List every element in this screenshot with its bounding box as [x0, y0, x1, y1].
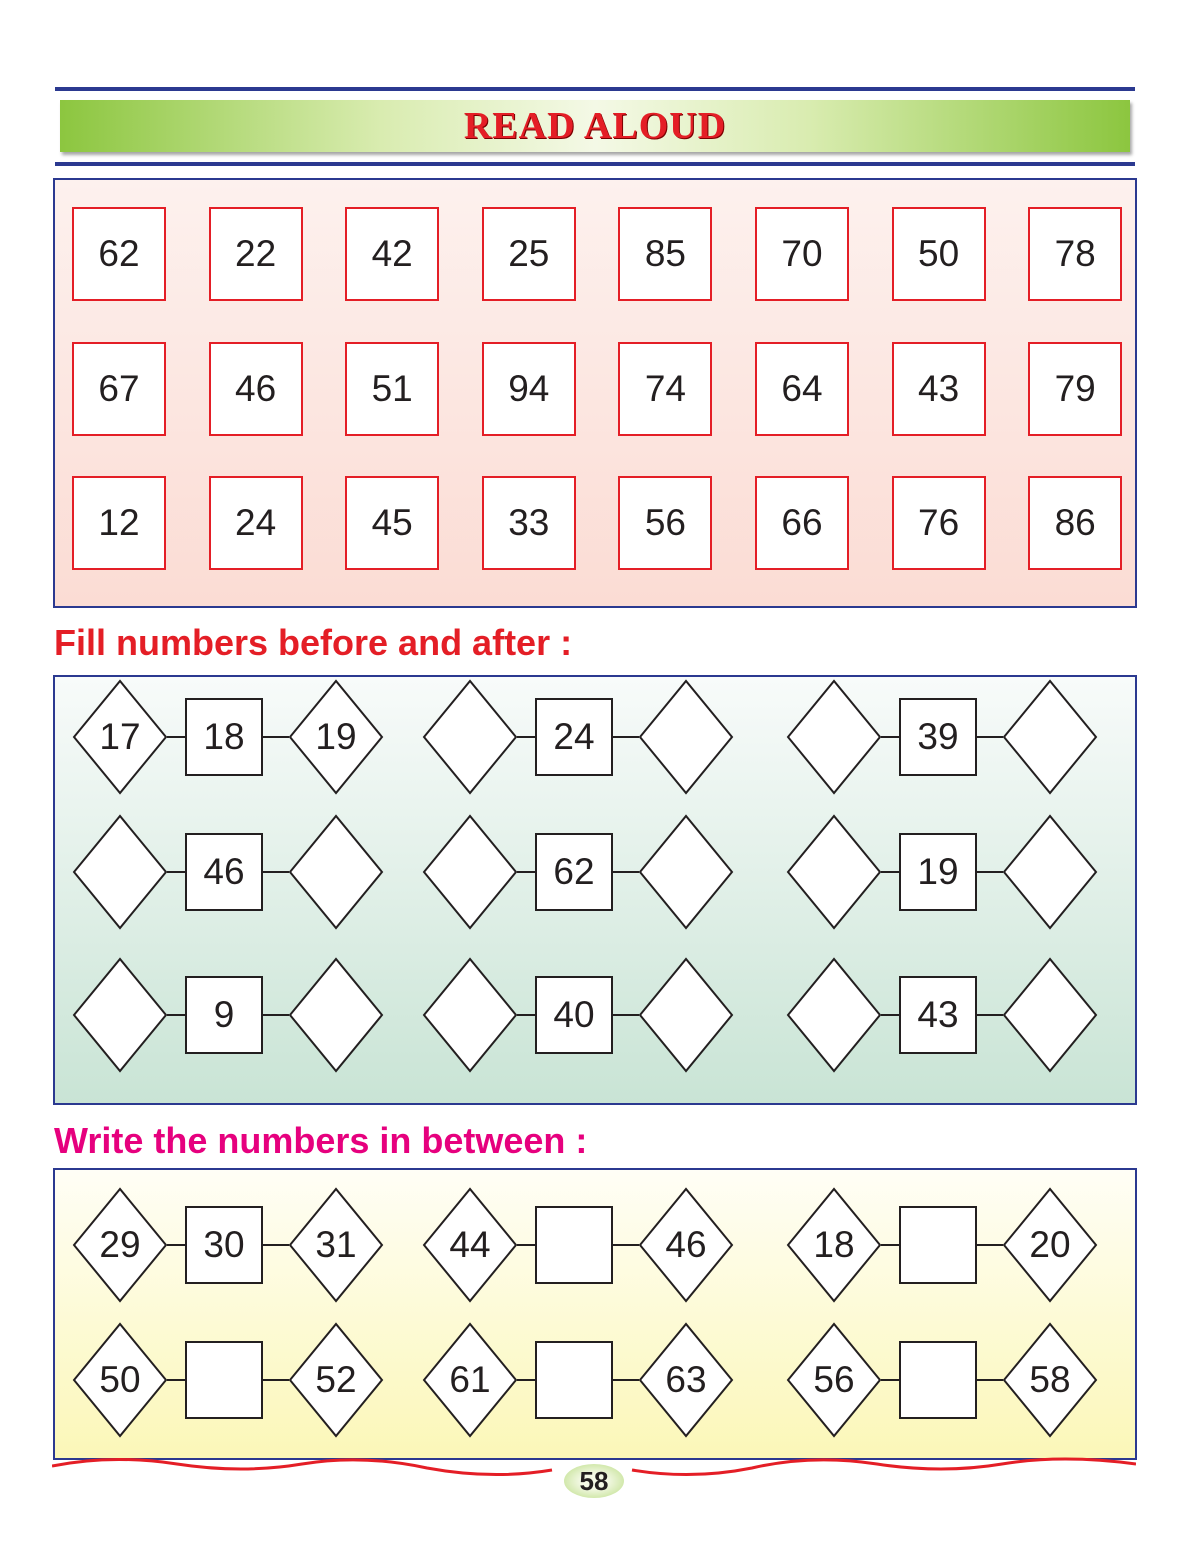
center-number: [186, 1322, 262, 1438]
number-sequence-puzzle: [73, 957, 383, 1073]
after-number: [640, 957, 732, 1073]
before-number: 29: [99, 1224, 141, 1265]
center-number: 39: [917, 716, 959, 757]
number-sequence-puzzle: [73, 679, 383, 795]
read-aloud-number: 43: [892, 342, 986, 436]
numbers-in-between-panel: [53, 1168, 1137, 1460]
bottom-rule: [55, 162, 1135, 166]
after-number: [640, 679, 732, 795]
number-sequence-puzzle: [423, 1322, 733, 1438]
after-number: [1004, 814, 1096, 930]
number-sequence-puzzle: [423, 957, 733, 1073]
fill-before-after-panel: [53, 675, 1137, 1105]
after-number: 63: [665, 1359, 707, 1400]
center-number: 62: [553, 851, 595, 892]
read-aloud-number: 94: [482, 342, 576, 436]
read-aloud-number: 74: [618, 342, 712, 436]
after-number: [1004, 679, 1096, 795]
after-number: [290, 957, 382, 1073]
after-number: 58: [1029, 1359, 1071, 1400]
read-aloud-number: 76: [892, 476, 986, 570]
after-number: 31: [315, 1224, 357, 1265]
read-aloud-panel: [53, 178, 1137, 608]
before-number: 56: [813, 1359, 855, 1400]
read-aloud-number: 12: [72, 476, 166, 570]
number-sequence-puzzle: [423, 814, 733, 930]
center-number: [536, 1322, 612, 1438]
number-sequence-puzzle: [423, 679, 733, 795]
after-number: [290, 814, 382, 930]
center-number: [900, 1322, 976, 1438]
before-number: [424, 814, 516, 930]
after-number: 52: [315, 1359, 357, 1400]
banner-title: READ ALOUD: [463, 105, 727, 147]
read-aloud-number: 70: [755, 207, 849, 301]
read-aloud-number: 79: [1028, 342, 1122, 436]
number-sequence-puzzle: [787, 957, 1097, 1073]
after-number: [1004, 957, 1096, 1073]
before-number: [788, 957, 880, 1073]
center-number: 30: [203, 1224, 245, 1265]
center-number: [536, 1187, 612, 1303]
before-number: 61: [449, 1359, 491, 1400]
center-number: [900, 1187, 976, 1303]
read-aloud-number: 45: [345, 476, 439, 570]
read-aloud-number: 67: [72, 342, 166, 436]
fill-before-after-heading: Fill numbers before and after :: [54, 622, 573, 663]
read-aloud-number: 56: [618, 476, 712, 570]
read-aloud-number: 78: [1028, 207, 1122, 301]
number-sequence-puzzle: [73, 814, 383, 930]
read-aloud-number: 42: [345, 207, 439, 301]
number-sequence-puzzle: [787, 814, 1097, 930]
after-number: 19: [315, 716, 357, 757]
before-number: [74, 814, 166, 930]
before-number: [788, 814, 880, 930]
read-aloud-number: 62: [72, 207, 166, 301]
read-aloud-number: 64: [755, 342, 849, 436]
read-aloud-banner: [60, 100, 1130, 152]
number-sequence-puzzle: [787, 1322, 1097, 1438]
number-sequence-puzzle: [73, 1322, 383, 1438]
read-aloud-number: 86: [1028, 476, 1122, 570]
center-number: 40: [553, 994, 595, 1035]
after-number: 20: [1029, 1224, 1071, 1265]
before-number: [74, 957, 166, 1073]
number-sequence-puzzle: [787, 679, 1097, 795]
read-aloud-number: 22: [209, 207, 303, 301]
read-aloud-number: 46: [209, 342, 303, 436]
center-number: 9: [213, 994, 235, 1035]
before-number: 44: [449, 1224, 491, 1265]
read-aloud-number: 33: [482, 476, 576, 570]
number-sequence-puzzle: [73, 1187, 383, 1303]
center-number: 18: [203, 716, 245, 757]
center-number: 24: [553, 716, 595, 757]
read-aloud-number: 51: [345, 342, 439, 436]
before-number: 18: [813, 1224, 855, 1265]
before-number: 17: [99, 716, 141, 757]
page-number: 58: [564, 1464, 624, 1498]
top-rule: [55, 87, 1135, 91]
number-sequence-puzzle: [787, 1187, 1097, 1303]
numbers-in-between-heading: Write the numbers in between :: [54, 1120, 588, 1161]
before-number: [424, 957, 516, 1073]
read-aloud-number: 66: [755, 476, 849, 570]
read-aloud-number: 50: [892, 207, 986, 301]
after-number: 46: [665, 1224, 707, 1265]
center-number: 19: [917, 851, 959, 892]
before-number: [424, 679, 516, 795]
center-number: 46: [203, 851, 245, 892]
before-number: [788, 679, 880, 795]
before-number: 50: [99, 1359, 141, 1400]
center-number: 43: [917, 994, 959, 1035]
read-aloud-number: 25: [482, 207, 576, 301]
number-sequence-puzzle: [423, 1187, 733, 1303]
read-aloud-number: 85: [618, 207, 712, 301]
read-aloud-number: 24: [209, 476, 303, 570]
after-number: [640, 814, 732, 930]
